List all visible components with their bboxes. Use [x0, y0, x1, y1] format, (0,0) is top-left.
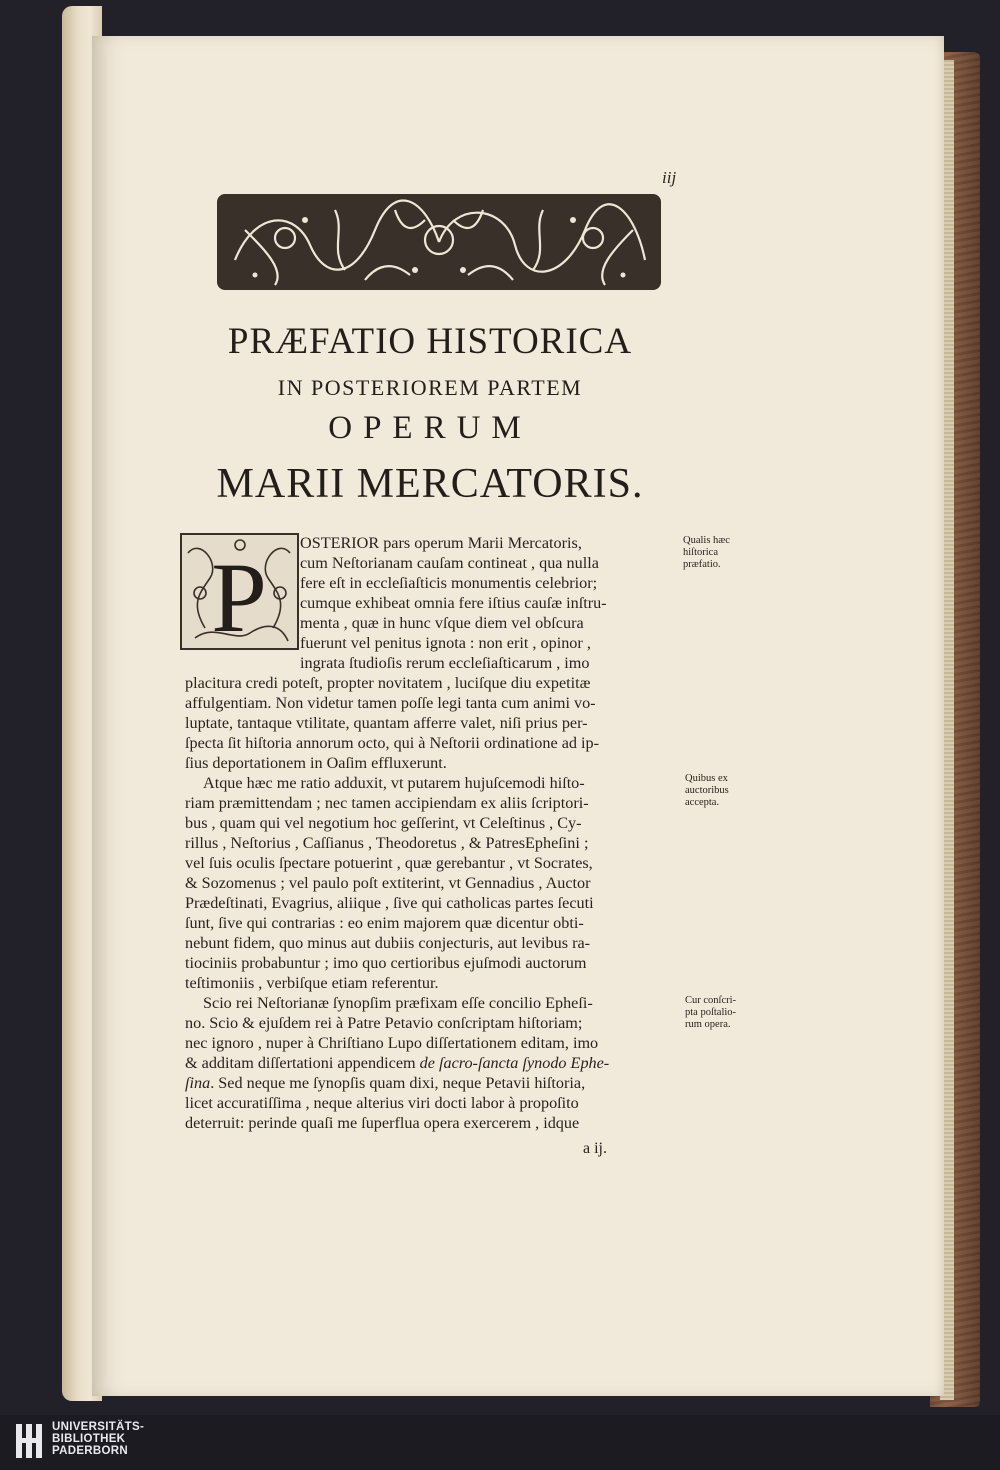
- body-line: ingrata ſtudioſis rerum eccleſiaſticarum , imo: [300, 654, 590, 672]
- body-line: affulgentiam. Non videtur tamen poſſe legi tanta cum animi vo-: [185, 694, 596, 712]
- body-line: & Sozomenus ; vel paulo poſt extiterint, vt Gennadius , Auctor: [185, 874, 591, 892]
- body-line: tiociniis probabuntur ; imo quo certioribus ejuſmodi auctorum: [185, 954, 587, 972]
- library-name-line: BIBLIOTHEK: [52, 1433, 126, 1445]
- margin-note-line: Quibus ex: [685, 773, 728, 784]
- title-line-2: IN POSTERIOREM PARTEM: [277, 375, 583, 400]
- title-line-3: OPERUM: [328, 410, 532, 446]
- body-line: Scio rei Neſtorianæ ſynopſim præfixam eſſe concilio Epheſi-: [203, 994, 593, 1012]
- margin-note-line: Cur conſcri-: [685, 995, 737, 1006]
- body-line: nebunt fidem, quo minus aut dubiis conjecturis, aut levibus ra-: [185, 934, 591, 952]
- italic-title: de ſacro-ſancta ſynodo Ephe-: [419, 1054, 610, 1072]
- body-line: cum Neſtorianam cauſam contineat , qua nulla: [300, 554, 599, 572]
- body-line: placitura credi poteſt, propter novitatem , luciſque diu expetitæ: [185, 674, 591, 692]
- margin-note-3: [685, 995, 736, 1031]
- body-line: Prædeſtinati, Evagrius, aliique , ſive qui catholicas partes ſecuti: [185, 894, 594, 912]
- italic-title: ſina: [185, 1074, 211, 1092]
- dropcap-letter: P: [211, 542, 267, 650]
- library-name: [52, 1421, 144, 1457]
- margin-note-1: [683, 535, 730, 571]
- body-line: fuerunt vel penitus ignota : non erit , opinor ,: [300, 634, 591, 652]
- body-line: OSTERIOR pars operum Marii Mercatoris,: [300, 534, 582, 552]
- margin-note-line: auctoribus: [685, 785, 729, 796]
- body-line: Atque hæc me ratio adduxit, vt putarem hujuſcemodi hiſto-: [203, 774, 585, 792]
- body-line: teſtimoniis , verbiſque etiam referentur.: [185, 974, 439, 992]
- body-line: nec ignoro , nuper à Chriſtiano Lupo diſſertationem editam, imo: [185, 1034, 599, 1052]
- title-line-1: PRÆFATIO HISTORICA: [227, 321, 633, 362]
- body-line: ſpecta ſit hiſtoria annorum octo, qui à Neſtorii ordinatione ad ip-: [185, 734, 600, 752]
- margin-note-line: Qualis hæc: [683, 535, 730, 546]
- body-line: deterruit: perinde quaſi me ſuperflua opera exercerem , idque: [185, 1114, 580, 1132]
- footer-bar: [0, 1415, 1000, 1470]
- body-line: no. Scio & ejuſdem rei à Patre Petavio conſcriptam hiſtoriam;: [185, 1014, 583, 1032]
- decorated-initial: [180, 533, 299, 650]
- body-line: bus , quam qui vel negotium hoc geſſerint, vt Celeſtinus , Cy-: [185, 814, 582, 832]
- body-line: ſunt, ſive qui contrarias : eo enim majorem quæ dicentur obti-: [185, 914, 584, 932]
- body-line: ſina. Sed neque me ſynopſis quam dixi, neque Petavii hiſtoria,: [185, 1074, 586, 1092]
- ornamental-headpiece: [215, 190, 663, 294]
- page-number: iij: [662, 168, 677, 187]
- body-line: rillus , Neſtorius , Caſſianus , Theodoretus , & PatresEpheſini ;: [185, 834, 589, 852]
- library-logo-icon: [14, 1422, 44, 1460]
- body-line: riam præmittendam ; nec tamen accipiendam ex aliis ſcriptori-: [185, 794, 589, 812]
- body-line: & additam diſſertationi appendicem de ſacro-ſancta ſynodo Ephe-: [185, 1054, 610, 1072]
- body-line: cumque exhibeat omnia fere iſtius cauſæ inſtru-: [300, 594, 607, 612]
- body-line: luptate, tantaque vtilitate, quantam afferre valet, niſi prius per-: [185, 714, 588, 732]
- library-name-line: PADERBORN: [52, 1445, 128, 1457]
- body-line: fere eſt in eccleſiaſticis monumentis celebrior;: [300, 574, 598, 592]
- margin-note-line: accepta.: [685, 797, 720, 808]
- library-name-line: UNIVERSITÄTS-: [52, 1421, 145, 1433]
- body-line: menta , quæ in hunc vſque diem vel obſcura: [300, 614, 584, 632]
- title-line-4: MARII MERCATORIS.: [216, 461, 644, 507]
- margin-note-2: [685, 773, 729, 809]
- margin-note-line: præfatio.: [683, 559, 721, 570]
- margin-note-line: pta poſtalio-: [685, 1007, 737, 1018]
- body-line: licet accuratiſſima , neque alterius viri docti labor à propoſito: [185, 1094, 579, 1112]
- body-line: ſius deportationem in Oaſim effluxerunt.: [185, 754, 447, 772]
- margin-note-line: rum opera.: [685, 1019, 731, 1030]
- margin-note-line: hiſtorica: [683, 547, 718, 558]
- signature-mark: a ij.: [583, 1140, 607, 1157]
- body-line: vel ſuis oculis ſpectare potuerint , quæ gerebantur , vt Socrates,: [185, 854, 593, 872]
